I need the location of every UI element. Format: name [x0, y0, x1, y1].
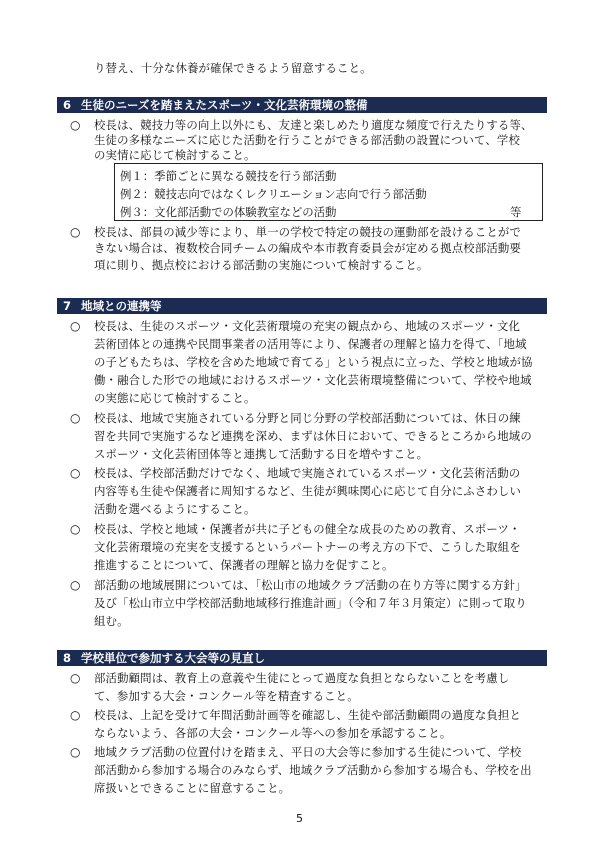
section-number: 6: [63, 98, 72, 112]
section-7-header: [57, 298, 547, 314]
paragraph-line: の実情に応じて検討すること。: [94, 148, 256, 162]
examples-box: [114, 163, 543, 221]
example-item: 例３：文化部活動での体験教室などの活動: [120, 205, 337, 219]
paragraph-line: 推進することについて、保護者の理解と協力を促すこと。: [94, 558, 394, 572]
paragraph-line: 席扱いとできることに留意すること。: [94, 781, 291, 795]
section-title: 学校単位で参加する大会等の見直し: [81, 651, 265, 665]
paragraph-line: 内容等も生徒や保護者に周知するなど、生徒が興味関心に応じて自分にふさわしい: [94, 484, 522, 498]
paragraph-line: 文化芸術環境の充実を支援するというパートナーの考え方の下で、こうした取組を: [94, 540, 521, 554]
paragraph-line: 及び「松山市立中学校部活動地域移行推進計画」（令和７年３月策定）に則って取り: [94, 596, 527, 610]
section-title: 生徒のニーズを踏まえたスポーツ・文化芸術環境の整備: [81, 98, 368, 112]
bullet-icon: ○: [70, 745, 81, 759]
paragraph-line: 部活動の地域展開については、「松山市の地域クラブ活動の在り方等に関する方針」: [94, 578, 527, 592]
paragraph-line: の子どもたちは、学校を含めた地域で育てる」という視点に立った、学校と地域が協: [94, 355, 533, 369]
paragraph-line: きない場合は、複数校合同チームの編成や本市教育委員会が定める拠点校部活動要: [94, 241, 522, 255]
paragraph-line: 校長は、学校部活動だけでなく、地域で実施されているスポーツ・文化芸術活動の: [94, 466, 521, 480]
paragraph-line: 部活動顧問は、教育上の意義や生徒にとって過度な負担とならないことを考慮し: [94, 671, 510, 685]
intro-line: り替え、十分な休養が確保できるよう留意すること。: [94, 61, 372, 75]
paragraph-line: 校長は、上記を受けて年間活動計画等を確認し、生徒や部活動顧問の過度な負担と: [94, 708, 522, 722]
section-title: 地域との連携等: [81, 299, 162, 313]
paragraph-line: て、参加する大会・コンクール等を精査すること。: [94, 689, 359, 703]
paragraph-line: 生徒の多様なニーズに応じた活動を行うことができる部活動の設置について、学校: [94, 133, 520, 147]
bullet-icon: ○: [70, 708, 81, 722]
bullet-icon: ○: [70, 466, 81, 480]
paragraph-line: 校長は、地域で実施されている分野と同じ分野の学校部活動については、休日の練: [94, 411, 521, 425]
bullet-icon: ○: [70, 671, 81, 685]
paragraph-line: ならないよう、各部の大会・コンクール等への参加を承認すること。: [94, 726, 452, 740]
paragraph-line: 部活動から参加する場合のみならず、地域クラブ活動から参加する場合も、学校を出: [94, 763, 532, 777]
section-8-header: [57, 650, 547, 666]
paragraph-line: 校長は、競技力等の向上以外にも、友達と楽しめたり適度な頻度で行えたりする等、: [94, 118, 533, 132]
bullet-icon: ○: [70, 578, 81, 592]
section-number: 8: [63, 651, 72, 665]
page-number: 5: [296, 812, 303, 825]
paragraph-line: 校長は、部員の減少等により、単一の学校で特定の競技の運動部を設けることがで: [94, 225, 522, 239]
paragraph-line: 習を共同で実施するなど連携を深め、まずは休日において、できるところから地域の: [94, 429, 532, 443]
bullet-icon: ○: [70, 225, 81, 239]
paragraph-line: 項に則り、拠点校における部活動の実施について検討すること。: [94, 258, 429, 272]
paragraph-line: 校長は、学校と地域・保護者が共に子どもの健全な成長のための教育、スポーツ・: [94, 522, 521, 536]
examples-suffix: 等: [510, 205, 522, 219]
bullet-icon: ○: [70, 522, 81, 536]
bullet-icon: ○: [70, 411, 81, 425]
paragraph-line: 地域クラブ活動の位置付けを踏まえ、平日の大会等に参加する生徒について、学校: [94, 745, 522, 759]
example-item: 例１：季節ごとに異なる競技を行う部活動: [120, 169, 337, 183]
bullet-icon: ○: [70, 118, 81, 132]
paragraph-line: 校長は、生徒のスポーツ・文化芸術環境の充実の観点から、地域のスポーツ・文化: [94, 319, 521, 333]
paragraph-line: 働・融合した形での地域におけるスポーツ・文化芸術環境整備について、学校や地域: [94, 373, 532, 387]
paragraph-line: 活動を選べるようにすること。: [94, 502, 256, 516]
bullet-icon: ○: [70, 319, 81, 333]
section-6-header: [57, 97, 547, 113]
paragraph-line: 組む。: [94, 614, 129, 628]
paragraph-line: 芸術団体との連携や民間事業者の活用等により、保護者の理解と協力を得て、「地域: [94, 337, 527, 351]
example-item: 例２：競技志向ではなくレクリエーション志向で行う部活動: [120, 187, 427, 201]
paragraph-line: スポーツ・文化芸術団体等と連携して活動する日を増やすこと。: [94, 447, 429, 461]
paragraph-line: の実態に応じて検討すること。: [94, 391, 256, 405]
section-number: 7: [63, 299, 72, 313]
